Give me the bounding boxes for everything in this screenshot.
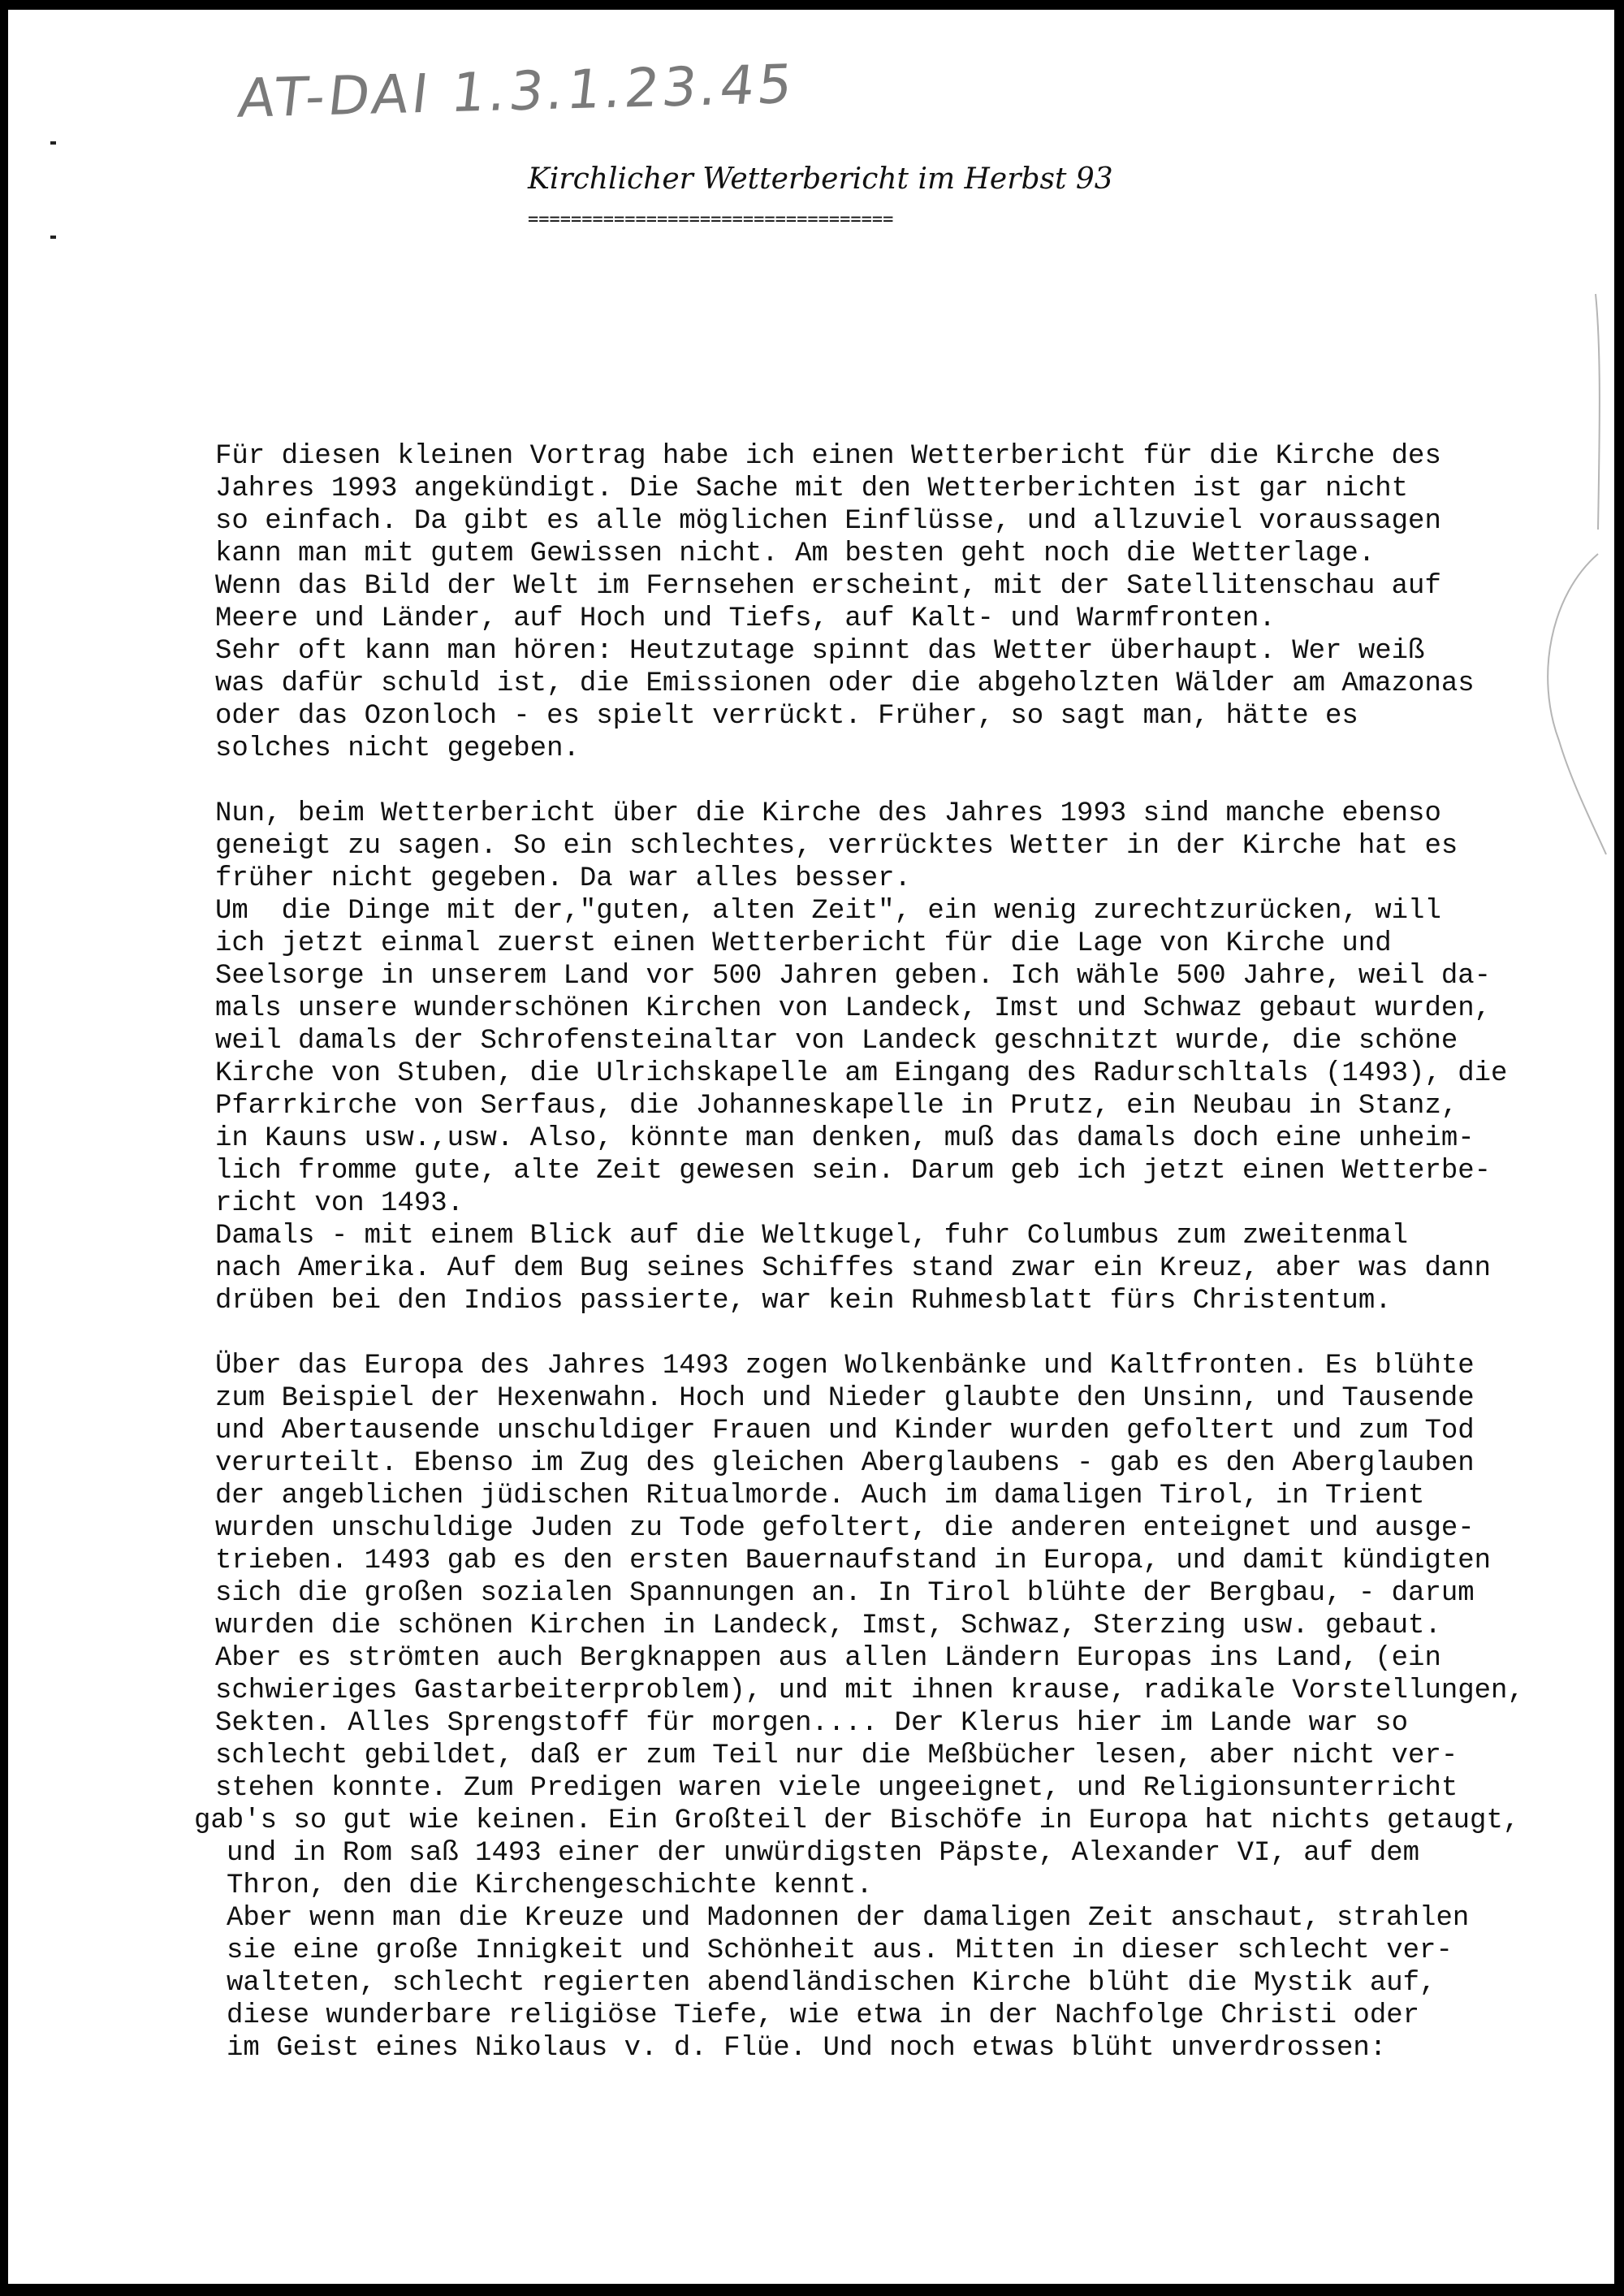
text-line: trieben. 1493 gab es den ersten Bauernaufstand in Europa, und damit kündigten: [215, 1546, 1492, 1576]
text-line: Aber wenn man die Kreuze und Madonnen der damaligen Zeit anschaut, strahlen: [227, 1903, 1470, 1934]
pencil-mark: [1535, 286, 1608, 871]
text-line: sie eine große Innigkeit und Schönheit aus. Mitten in dieser schlecht ver-: [227, 1935, 1453, 1966]
title-underline: ==================================: [528, 211, 894, 229]
text-line: Sekten. Alles Sprengstoff für morgen.... Der Klerus hier im Lande war so: [215, 1708, 1409, 1739]
text-line: weil damals der Schrofensteinaltar von Landeck geschnitzt wurde, die schöne: [215, 1026, 1458, 1057]
text-line: der angeblichen jüdischen Ritualmorde. Auch im damaligen Tirol, in Trient: [215, 1481, 1425, 1511]
text-line: Meere und Länder, auf Hoch und Tiefs, auf Kalt- und Warmfronten.: [215, 603, 1276, 634]
text-line: oder das Ozonloch - es spielt verrückt. Früher, so sagt man, hätte es: [215, 701, 1358, 732]
text-line: und in Rom saß 1493 einer der unwürdigsten Päpste, Alexander VI, auf dem: [227, 1838, 1420, 1869]
text-line: kann man mit gutem Gewissen nicht. Am besten geht noch die Wetterlage.: [215, 538, 1376, 569]
text-line: Für diesen kleinen Vortrag habe ich einen Wetterbericht für die Kirche des: [215, 441, 1441, 472]
text-line: schlecht gebildet, daß er zum Teil nur die Meßbücher lesen, aber nicht ver-: [215, 1740, 1458, 1771]
archive-signature-mark: AT-DAI 1.3.1.23.45: [235, 53, 799, 130]
text-line: solches nicht gegeben.: [215, 733, 580, 764]
text-line: lich fromme gute, alte Zeit gewesen sein. Darum geb ich jetzt einen Wetterbe-: [215, 1156, 1492, 1187]
text-line: sich die großen sozialen Spannungen an. In Tirol blühte der Bergbau, - darum: [215, 1578, 1475, 1609]
paragraph: [194, 1350, 1531, 2065]
text-line: Sehr oft kann man hören: Heutzutage spinnt das Wetter überhaupt. Wer weiß: [215, 636, 1425, 667]
text-line: früher nicht gegeben. Da war alles besser.: [215, 863, 911, 894]
text-line: Damals - mit einem Blick auf die Weltkugel, fuhr Columbus zum zweitenmal: [215, 1221, 1409, 1252]
text-line: schwieriges Gastarbeiterproblem), und mit ihnen krause, radikale Vorstellungen,: [215, 1676, 1524, 1706]
text-line: richt von 1493.: [215, 1188, 464, 1219]
margin-mark: [50, 236, 56, 239]
text-line: gab's so gut wie keinen. Ein Großteil der Bischöfe in Europa hat nichts getaugt,: [194, 1805, 1520, 1836]
text-line: Um die Dinge mit der,"guten, alten Zeit", ein wenig zurechtzurücken, will: [215, 896, 1441, 927]
text-line: Aber es strömten auch Bergknappen aus allen Ländern Europas ins Land, (ein: [215, 1643, 1441, 1674]
text-line: Thron, den die Kirchengeschichte kennt.: [227, 1870, 873, 1901]
document-title: Kirchlicher Wetterbericht im Herbst 93: [528, 162, 1113, 196]
document-page: [8, 10, 1614, 2284]
text-line: im Geist eines Nikolaus v. d. Flüe. Und noch etwas blüht unverdrossen:: [227, 2033, 1387, 2064]
text-line: nach Amerika. Auf dem Bug seines Schiffes stand zwar ein Kreuz, aber was dann: [215, 1253, 1492, 1284]
margin-mark: [50, 141, 56, 145]
text-line: Kirche von Stuben, die Ulrichskapelle am Eingang des Radurschltals (1493), die: [215, 1058, 1508, 1089]
text-line: Pfarrkirche von Serfaus, die Johanneskapelle in Prutz, ein Neubau in Stanz,: [215, 1091, 1458, 1122]
text-line: Über das Europa des Jahres 1493 zogen Wolkenbänke und Kaltfronten. Es blühte: [215, 1351, 1475, 1381]
text-line: und Abertausende unschuldiger Frauen und Kinder wurden gefoltert und zum Tod: [215, 1416, 1475, 1446]
text-line: geneigt zu sagen. So ein schlechtes, verrücktes Wetter in der Kirche hat es: [215, 831, 1458, 862]
text-line: wurden die schönen Kirchen in Landeck, Imst, Schwaz, Sterzing usw. gebaut.: [215, 1611, 1441, 1641]
text-line: diese wunderbare religiöse Tiefe, wie etwa in der Nachfolge Christi oder: [227, 2000, 1420, 2031]
paragraph: [215, 798, 1531, 1317]
text-line: stehen konnte. Zum Predigen waren viele ungeeignet, und Religionsunterricht: [215, 1773, 1458, 1804]
text-line: zum Beispiel der Hexenwahn. Hoch und Nieder glaubte den Unsinn, und Tausende: [215, 1383, 1475, 1414]
text-line: Seelsorge in unserem Land vor 500 Jahren geben. Ich wähle 500 Jahre, weil da-: [215, 961, 1492, 992]
text-line: so einfach. Da gibt es alle möglichen Einflüsse, und allzuviel voraussagen: [215, 506, 1441, 537]
paragraph: [215, 440, 1531, 765]
text-line: ich jetzt einmal zuerst einen Wetterbericht für die Lage von Kirche und: [215, 928, 1392, 959]
text-line: Nun, beim Wetterbericht über die Kirche des Jahres 1993 sind manche ebenso: [215, 798, 1441, 829]
text-line: walteten, schlecht regierten abendländischen Kirche blüht die Mystik auf,: [227, 1968, 1436, 1999]
text-line: drüben bei den Indios passierte, war kein Ruhmesblatt fürs Christentum.: [215, 1286, 1392, 1317]
text-line: in Kauns usw.,usw. Also, könnte man denken, muß das damals doch eine unheim-: [215, 1123, 1475, 1154]
text-line: wurden unschuldige Juden zu Tode gefoltert, die anderen enteignet und ausge-: [215, 1513, 1475, 1544]
text-line: was dafür schuld ist, die Emissionen oder die abgeholzten Wälder am Amazonas: [215, 668, 1475, 699]
document-body: [194, 440, 1531, 2097]
text-line: Wenn das Bild der Welt im Fernsehen erscheint, mit der Satellitenschau auf: [215, 571, 1441, 602]
text-line: mals unsere wunderschönen Kirchen von Landeck, Imst und Schwaz gebaut wurden,: [215, 993, 1492, 1024]
text-line: verurteilt. Ebenso im Zug des gleichen Aberglaubens - gab es den Aberglauben: [215, 1448, 1475, 1479]
text-line: Jahres 1993 angekündigt. Die Sache mit den Wetterberichten ist gar nicht: [215, 473, 1409, 504]
